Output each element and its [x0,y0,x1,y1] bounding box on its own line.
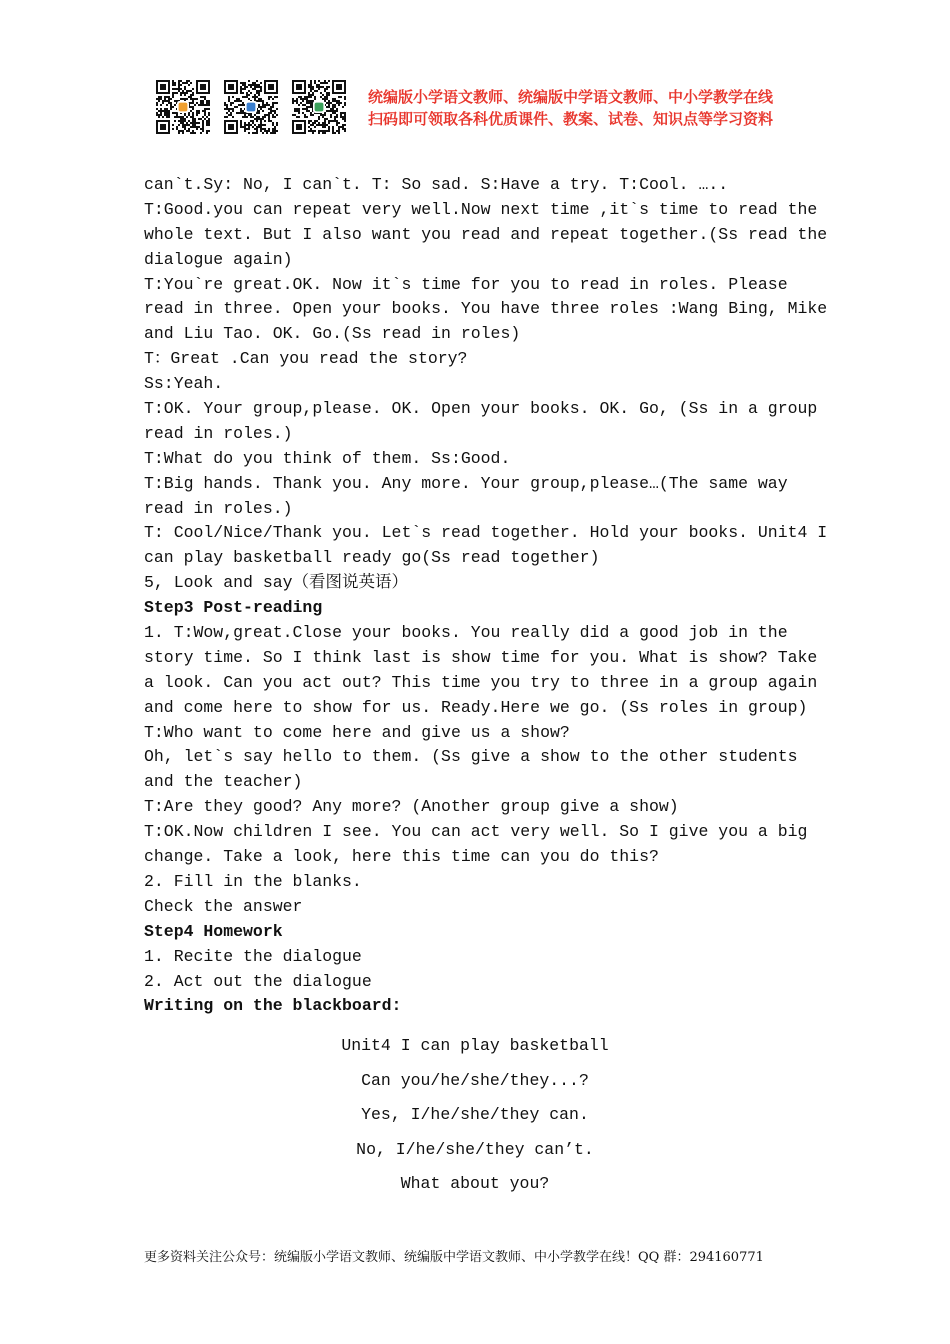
text-line: whole text. But I also want you read and repeat together.(Ss read the [144,224,828,244]
text-line: story time. So I think last is show time for you. What is show? Take [144,647,818,667]
text-line: T:Big hands. Thank you. Any more. Your group,please…(The same way [144,473,788,493]
blackboard-line: Yes, I/he/she/they can. [361,1105,589,1124]
blackboard-line: Unit4 I can play basketball [341,1036,609,1055]
text-line: dialogue again) [144,249,293,269]
text-line: T:Are they good? Any more? (Another group give a show) [144,797,679,817]
text-line: read in roles.) [144,423,293,443]
text-line: change. Take a look, here this time can you do this? [144,847,659,867]
text-line: T:You`re great.OK. Now it`s time for you to read in roles. Please [144,274,788,294]
text-line: T:What do you think of them. Ss:Good. [144,448,511,468]
text-line: T:Good.you can repeat very well.Now next time ,it`s time to read the [144,199,818,219]
text-line: 1. Recite the dialogue [144,946,362,966]
blackboard-line: What about you? [400,1174,550,1193]
text-line: T:OK. Your group,please. OK. Open your books. OK. Go, (Ss in a group [144,399,818,419]
text-line: read in three. Open your books. You have three roles :Wang Bing, Mike [144,299,828,319]
qr-code-icon [292,80,346,134]
text-line: T: Cool/Nice/Thank you. Let`s read together. Hold your books. Unit4 I [144,523,828,543]
text-line: read in roles.) [144,498,293,518]
qr-code-icon [156,80,210,134]
header-text [368,86,773,130]
text-line: can`t.Sy: No, I can`t. T: So sad. S:Have a try. T:Cool. ….. [144,175,729,194]
header-banner [156,78,816,138]
header-line-1: 统编版小学语文教师、统编版中学语文教师、中小学教学在线 [368,88,774,106]
blackboard-writing [144,1029,806,1202]
text-line: 5, Look and say（看图说英语） [144,573,409,593]
text-line: Ss:Yeah. [144,374,224,394]
text-line: Check the answer [144,896,303,916]
text-line: T:OK.Now children I see. You can act very well. So I give you a big [144,822,808,842]
footer-note: 更多资料关注公众号：统编版小学语文教师、统编版中学语文教师、中小学教学在线！QQ 群：294160771 [144,1250,764,1265]
lesson-body [144,173,828,1019]
qr-code-icon [224,80,278,134]
text-line: 2. Act out the dialogue [144,971,372,991]
text-line: and Liu Tao. OK. Go.(Ss read in roles) [144,324,521,344]
text-line: 1. T:Wow,great.Close your books. You really did a good job in the [144,623,788,643]
section-heading: Step4 Homework [144,921,283,941]
text-line: and the teacher) [144,772,303,792]
section-heading: Step3 Post-reading [144,598,323,618]
blackboard-line: No, I/he/she/they can’t. [356,1139,594,1159]
text-line: can play basketball ready go(Ss read together) [144,548,600,568]
text-line: T：Great .Can you read the story? [144,349,468,369]
section-heading: Writing on the blackboard: [144,996,402,1016]
header-line-2: 扫码即可领取各科优质课件、教案、试卷、知识点等学习资料 [368,110,774,128]
text-line: T:Who want to come here and give us a show? [144,722,570,742]
text-line: 2. Fill in the blanks. [144,871,362,891]
text-line: a look. Can you act out? This time you try to three in a group again [144,672,818,692]
text-line: Oh, let`s say hello to them. (Ss give a show to the other students [144,747,798,767]
text-line: and come here to show for us. Ready.Here we go. (Ss roles in group) [144,697,808,717]
blackboard-line: Can you/he/she/they...? [361,1070,589,1090]
